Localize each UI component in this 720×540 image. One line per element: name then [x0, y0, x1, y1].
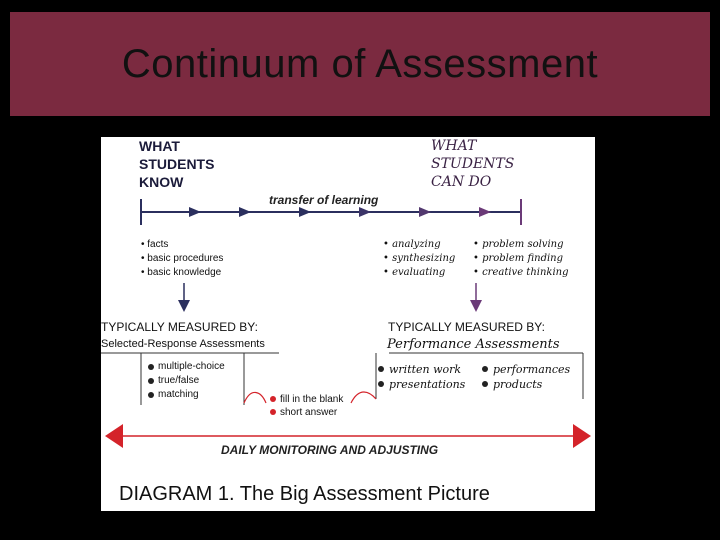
list-item: • synthesizing: [383, 253, 456, 264]
bullet: [148, 364, 154, 370]
bullet: [148, 392, 154, 398]
monitoring-arrow-left: [105, 424, 123, 448]
do-items-col2: [473, 238, 569, 280]
slide-title: Continuum of Assessment: [121, 41, 599, 86]
list-item: fill in the blank: [280, 394, 344, 405]
right-measured-label: TYPICALLY MEASURED BY:: [388, 320, 545, 334]
bullet: [270, 409, 276, 415]
right-measured-items-col2: [493, 362, 570, 392]
right-measured-type: Performance Assessments: [387, 337, 560, 352]
continuum-arrow-1: [189, 207, 201, 217]
continuum-arrow-2: [239, 207, 251, 217]
continuum-arrow-3: [299, 207, 311, 217]
list-item: matching: [158, 389, 199, 400]
middle-items: [280, 393, 343, 419]
do-items-col1: [383, 238, 455, 280]
list-item: products: [493, 378, 543, 391]
bullet: [482, 381, 488, 387]
continuum-arrow-6: [479, 207, 491, 217]
transfer-label: transfer of learning: [269, 193, 379, 207]
right-heading-line: CAN DO: [431, 174, 492, 190]
slide-title-bar: [10, 12, 710, 116]
left-heading: [139, 137, 214, 191]
bullet: [270, 396, 276, 402]
left-measured-items: [158, 360, 225, 402]
list-item: • problem solving: [473, 239, 564, 250]
left-heading-line: WHAT: [139, 138, 180, 154]
bullet: [482, 366, 488, 372]
list-item: • problem finding: [473, 253, 564, 264]
left-measured-label: TYPICALLY MEASURED BY:: [101, 320, 258, 334]
list-item: short answer: [280, 407, 338, 418]
diagram-panel: [101, 137, 595, 511]
left-heading-line: KNOW: [139, 174, 184, 190]
continuum-arrow-4: [359, 207, 371, 217]
monitoring-label: DAILY MONITORING AND ADJUSTING: [221, 443, 439, 457]
list-item: multiple-choice: [158, 361, 225, 372]
list-item: • creative thinking: [473, 267, 569, 278]
right-heading: [431, 137, 514, 191]
middle-curve-right: [351, 392, 376, 403]
list-item: • basic knowledge: [141, 267, 222, 278]
list-item: • basic procedures: [141, 253, 224, 264]
bullet: [378, 381, 384, 387]
list-item: written work: [389, 363, 462, 376]
left-heading-line: STUDENTS: [139, 156, 215, 172]
middle-curve-left: [244, 392, 266, 403]
right-heading-line: WHAT: [431, 138, 477, 154]
list-item: • evaluating: [383, 267, 446, 278]
right-measured-items-col1: [389, 362, 465, 392]
list-item: true/false: [158, 375, 200, 386]
continuum-arrow-5: [419, 207, 431, 217]
know-items: [141, 238, 223, 280]
list-item: • analyzing: [383, 239, 441, 250]
left-measured-type: Selected-Response Assessments: [101, 338, 265, 350]
monitoring-arrow-right: [573, 424, 591, 448]
diagram-caption: DIAGRAM 1. The Big Assessment Picture: [119, 483, 490, 505]
right-heading-line: STUDENTS: [431, 156, 515, 172]
list-item: performances: [493, 363, 571, 376]
bullet: [148, 378, 154, 384]
list-item: • facts: [141, 239, 169, 250]
list-item: presentations: [389, 378, 466, 391]
bullet: [378, 366, 384, 372]
